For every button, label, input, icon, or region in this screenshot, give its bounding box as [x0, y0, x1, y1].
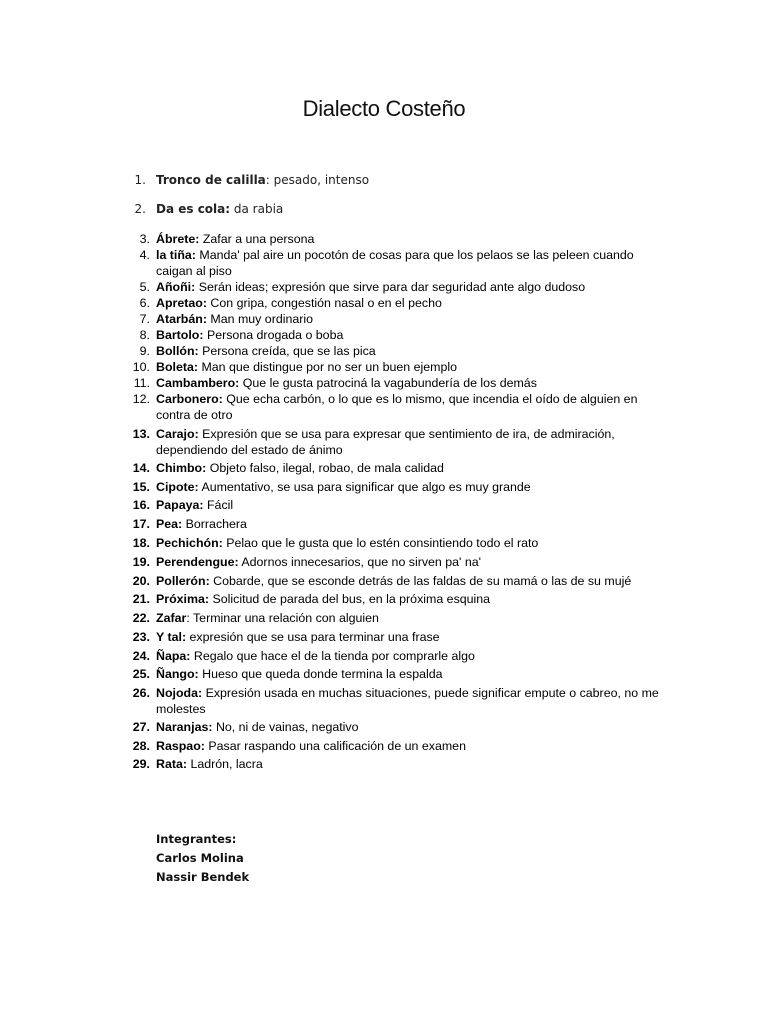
term: Da es cola: — [156, 202, 231, 216]
definition: Con gripa, congestión nasal o en el pecho — [210, 296, 442, 310]
definition: Man muy ordinario — [210, 312, 314, 326]
term: Papaya: — [156, 498, 204, 512]
definition: Expresión usada en muchas situaciones, puede significar empute o cabreo, no me molestes — [156, 686, 659, 716]
term: Bartolo: — [156, 328, 204, 342]
term: Próxima: — [156, 592, 210, 606]
term: Raspao: — [156, 739, 205, 753]
term: Pea: — [156, 517, 183, 531]
definition: Pasar raspando una calificación de un examen — [208, 739, 466, 753]
term: la tiña: — [156, 248, 196, 262]
definition: Objeto falso, ilegal, robao, de mala calidad — [209, 461, 444, 475]
page-title: Dialecto Costeño — [302, 96, 466, 121]
term: Apretao: — [156, 296, 207, 310]
term: Ábrete: — [156, 232, 200, 246]
term: Carbonero: — [156, 392, 223, 406]
definition: Serán ideas; expresión que sirve para dar seguridad ante algo dudoso — [198, 280, 586, 294]
term: Pechichón: — [156, 536, 223, 550]
term: Perendengue: — [156, 555, 239, 569]
term: Nojoda: — [156, 686, 203, 700]
member-name: Carlos Molina — [156, 851, 244, 865]
definition: Persona drogada o boba — [206, 328, 344, 342]
definition: expresión que se usa para terminar una frase — [189, 630, 440, 644]
members-heading: Integrantes: — [156, 832, 237, 846]
definition: Terminar una relación con alguien — [192, 611, 379, 625]
definition: Ladrón, lacra — [190, 757, 263, 771]
term: Carajo: — [156, 427, 199, 441]
definition: Que le gusta patrociná la vagabundería de los demás — [242, 376, 537, 390]
definition: Borrachera — [185, 517, 247, 531]
definition: Man que distingue por no ser un buen ejemplo — [201, 360, 458, 374]
term: Bollón: — [156, 344, 199, 358]
term: Pollerón: — [156, 574, 210, 588]
definition: Solicitud de parada del bus, en la próxima esquina — [212, 592, 491, 606]
members-block — [156, 830, 249, 887]
term: Y tal: — [156, 630, 187, 644]
definition: Fácil — [206, 498, 234, 512]
term: Rata: — [156, 757, 187, 771]
definition: Que echa carbón, o lo que es lo mismo, que incendia el oído de alguien en contra de otro — [156, 392, 638, 422]
definition: Regalo que hace el de la tienda por comprarle algo — [193, 649, 475, 663]
term: Chimbo: — [156, 461, 207, 475]
definition: Adornos innecesarios, que no sirven pa' na' — [241, 555, 482, 569]
member-name: Nassir Bendek — [156, 870, 250, 884]
definition: Persona creída, que se las pica — [202, 344, 376, 358]
term: Atarbán: — [156, 312, 207, 326]
term: Ñango: — [156, 667, 199, 681]
definition: pesado, intenso — [273, 173, 370, 187]
definition: Hueso que queda donde termina la espalda — [202, 667, 443, 681]
term: Ñapa: — [156, 649, 191, 663]
definition: da rabia — [233, 202, 284, 216]
term: Añoñi: — [156, 280, 196, 294]
definition: Cobarde, que se esconde detrás de las faldas de su mamá o las de su mujé — [213, 574, 632, 588]
term: Zafar — [156, 611, 187, 625]
term: Cipote: — [156, 480, 199, 494]
definition: Zafar a una persona — [202, 232, 315, 246]
definition: No, ni de vainas, negativo — [215, 720, 359, 734]
definition: Aumentativo, se usa para significar que algo es muy grande — [201, 480, 531, 494]
document-page: Dialecto Costeño 1. Tronco de calilla: pesado, intenso 2. Da es cola: da rabia 3. Ábrete: Zafar a una persona 4. la tiña: Manda' pal aire un pocotón de cosas para que los pelaos se las peleen cuando caigan al piso 5. Añoñi: Serán ideas; expresión que sirve para dar seguridad ante algo dudoso 6. Apretao: Con gripa, congestión nasal o en el pecho 7. Atarbán: Man muy ordinario 8. Bartolo: Persona drogada o boba 9. Bollón: Persona creída, que se las pica 10. Boleta: Man que distingue por no ser un buen ejemplo 11. Cambambero: Que le gusta patrociná la vagabundería de los demás 12. Carbonero: Que echa carbón, o lo que es lo mismo, que incendia el oído de alguien en contra de otro 13. Carajo: Expresión que se usa para expresar que sentimiento de ira, de admiración, dependiendo del estado de ánimo 14. Chimbo: Objeto falso, ilegal, robao, de mala calidad 15. Cipote: Aumentativo, se usa para significar que algo es muy grande 16. Papaya: Fácil 17. Pea: Borrachera 18. Pechichón: Pelao que le gusta que lo estén consintiendo todo el rato 19. Perendengue: Adornos innecesarios, que no sirven pa' na' 20. Pollerón: Cobarde, que se esconde detrás de las faldas de su mamá o las de su mujé 21. Próxima: Solicitud de parada del bus, en la próxima esquina 22. Zafar: Terminar una relación con alguien 23. Y tal: expresión que se usa para terminar una frase 24. Ñapa: Regalo que hace el de la tienda por comprarle algo 25. Ñango: Hueso que queda donde termina la espalda 26. Nojoda: Expresión usada en muchas situaciones, puede significar empute o cabreo, no me molestes 27. Naranjas: No, ni de vainas, negativo 28. Raspao: Pasar raspando una calificación de un examen 29. Rata: Ladrón, lacra Integrantes: Carlos Molina Nassir Bendek — [0, 0, 768, 1024]
term: Cambambero: — [156, 376, 240, 390]
term: Tronco de calilla — [156, 173, 266, 187]
definition: Expresión que se usa para expresar que sentimiento de ira, de admiración, dependiendo del estado de ánimo — [156, 427, 615, 457]
definition: Pelao que le gusta que lo estén consintiendo todo el rato — [226, 536, 539, 550]
term: Naranjas: — [156, 720, 213, 734]
definition: Manda' pal aire un pocotón de cosas para que los pelaos se las peleen cuando caigan al piso — [156, 248, 634, 278]
term: Boleta: — [156, 360, 198, 374]
